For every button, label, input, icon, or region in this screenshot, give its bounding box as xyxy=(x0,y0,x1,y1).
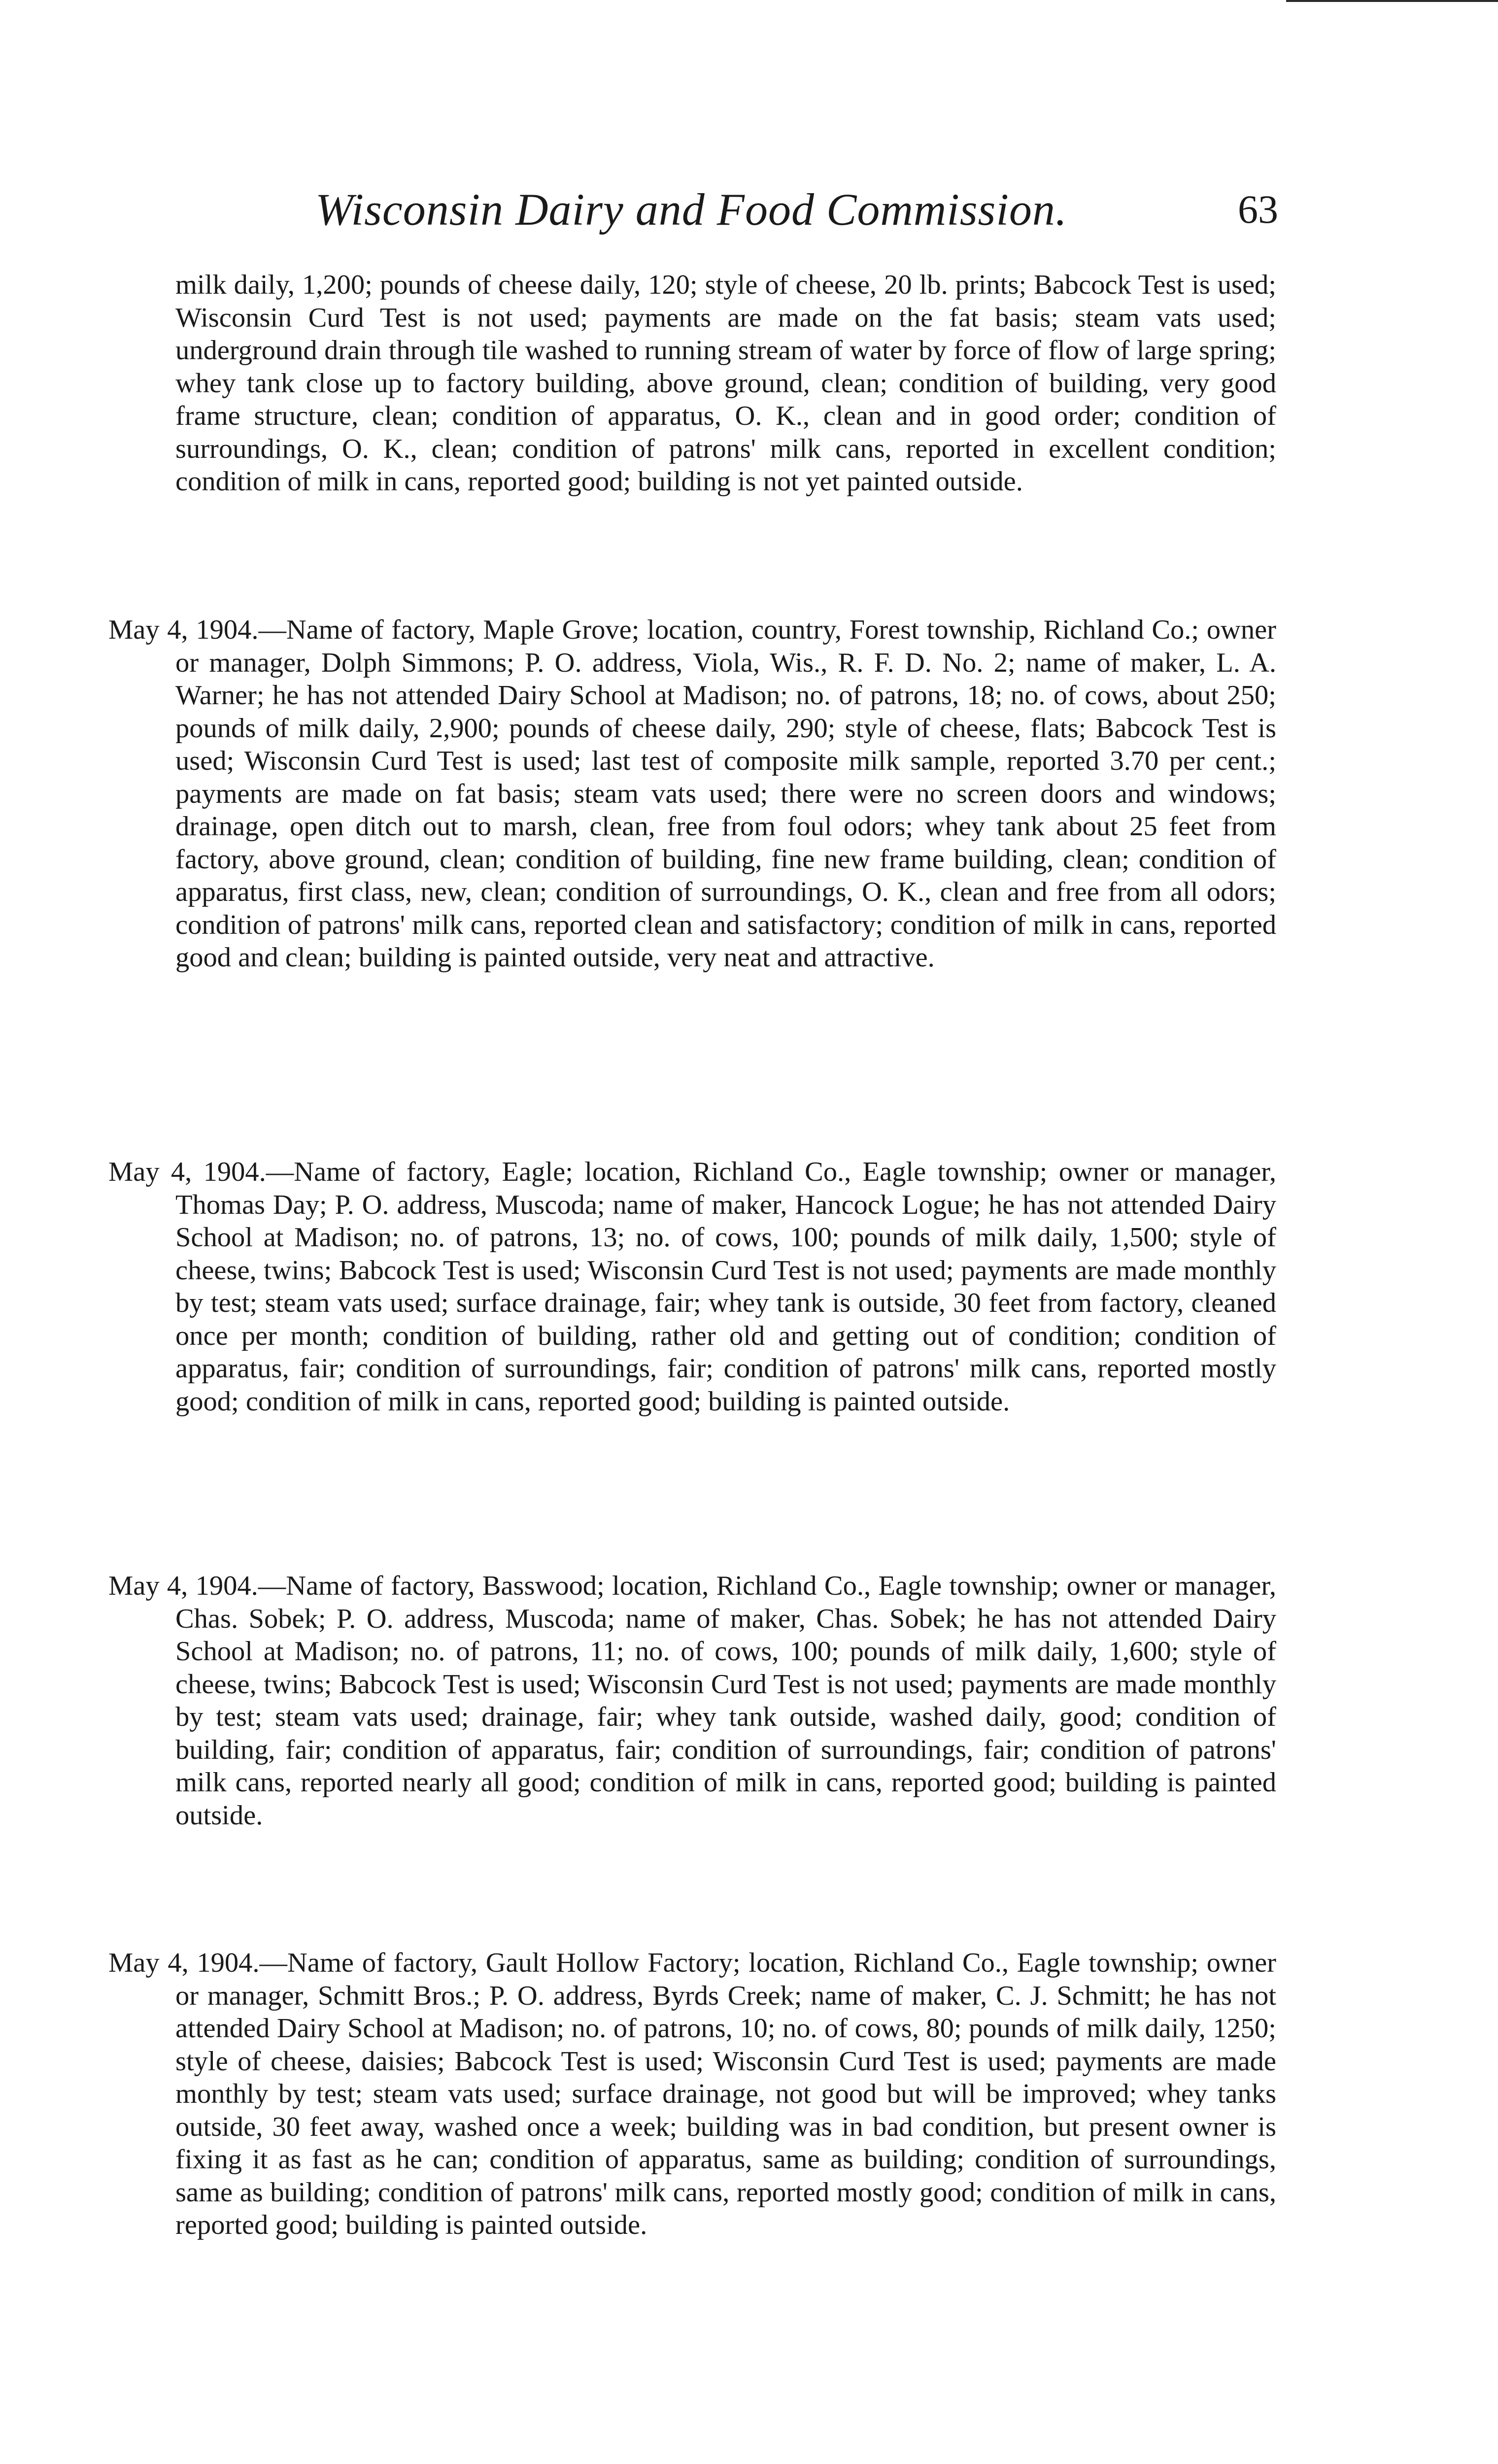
entry-text: May 4, 1904.—Name of factory, Maple Grove; location, country, Forest township, Richland Co.; owner or manager, Dolph Simmons; P. O. address, Viola, Wis., R. F. D. No. 2; name of maker, L. A. Warner; he has not attended Dairy School at Madison; no. of patrons, 18; no. of cows, about 250; pounds of milk daily, 2,900; pounds of cheese daily, 290; style of cheese, flats; Babcock Test is used; Wisconsin Curd Test is used; last test of composite milk sample, reported 3.70 per cent.; payments are made on fat basis; steam vats used; there were no screen doors and windows; drainage, open ditch out to marsh, clean, free from foul odors; whey tank about 25 feet from factory, above ground, clean; condition of building, fine new frame building, clean; condition of apparatus, first class, new, clean; condition of surroundings, O. K., clean and free from all odors; condition of patrons' milk cans, reported clean and satisfactory; condition of milk in cans, reported good and clean; building is painted outside, very neat and attractive. xyxy=(108,615,1276,973)
entry-continuation xyxy=(108,269,1276,498)
corner-rule xyxy=(1286,0,1498,2)
page-header xyxy=(315,180,1301,244)
entry-basswood xyxy=(108,1570,1276,1832)
entry-text: May 4, 1904.—Name of factory, Eagle; location, Richland Co., Eagle township; owner or manager, Thomas Day; P. O. address, Muscoda; name of maker, Hancock Logue; he has not attended Dairy School at Madison; no. of patrons, 13; no. of cows, 100; pounds of milk daily, 1,500; style of cheese, twins; Babcock Test is used; Wisconsin Curd Test is not used; payments are made monthly by test; steam vats used; surface drainage, fair; whey tank is outside, 30 feet from factory, cleaned once per month; condition of building, rather old and getting out of condition; condition of apparatus, fair; condition of surroundings, fair; condition of patrons' milk cans, reported mostly good; condition of milk in cans, reported good; building is painted outside. xyxy=(108,1157,1276,1417)
entry-maple-grove xyxy=(108,614,1276,974)
page-number: 63 xyxy=(1238,187,1278,232)
entry-text: May 4, 1904.—Name of factory, Basswood; location, Richland Co., Eagle township; owner or manager, Chas. Sobek; P. O. address, Muscoda; name of maker, Chas. Sobek; he has not attended Dairy School at Madison; no. of patrons, 11; no. of cows, 100; pounds of milk daily, 1,600; style of cheese, twins; Babcock Test is used; Wisconsin Curd Test is not used; payments are made monthly by test; steam vats used; drainage, fair; whey tank outside, washed daily, good; condition of building, fair; condition of apparatus, fair; condition of surroundings, fair; condition of patrons' milk cans, reported nearly all good; condition of milk in cans, reported good; building is painted outside. xyxy=(108,1571,1276,1831)
entry-text: May 4, 1904.—Name of factory, Gault Hollow Factory; location, Richland Co., Eagle township; owner or manager, Schmitt Bros.; P. O. address, Byrds Creek; name of maker, C. J. Schmitt; he has not attended Dairy School at Madison; no. of patrons, 10; no. of cows, 80; pounds of milk daily, 1250; style of cheese, daisies; Babcock Test is used; Wisconsin Curd Test is used; payments are made monthly by test; steam vats used; surface drainage, not good but will be improved; whey tanks outside, 30 feet away, washed once a week; building was in bad condition, but present owner is fixing it as fast as he can; condition of apparatus, same as building; condition of surroundings, same as building; condition of patrons' milk cans, reported mostly good; condition of milk in cans, reported good; building is painted outside. xyxy=(108,1948,1276,2240)
entry-text: milk daily, 1,200; pounds of cheese daily, 120; style of cheese, 20 lb. prints; Babcock Test is used; Wisconsin Curd Test is not used; payments are made on the fat basis; steam vats used; underground drain through tile washed to running stream of water by force of flow of large spring; whey tank close up to factory building, above ground, clean; condition of building, very good frame structure, clean; condition of apparatus, O. K., clean and in good order; condition of surroundings, O. K., clean; condition of patrons' milk cans, reported in excellent condition; condition of milk in cans, reported good; building is not yet painted outside. xyxy=(175,270,1276,497)
entry-eagle xyxy=(108,1156,1276,1418)
entry-gault-hollow xyxy=(108,1947,1276,2242)
running-title: Wisconsin Dairy and Food Commission. xyxy=(315,184,1067,235)
